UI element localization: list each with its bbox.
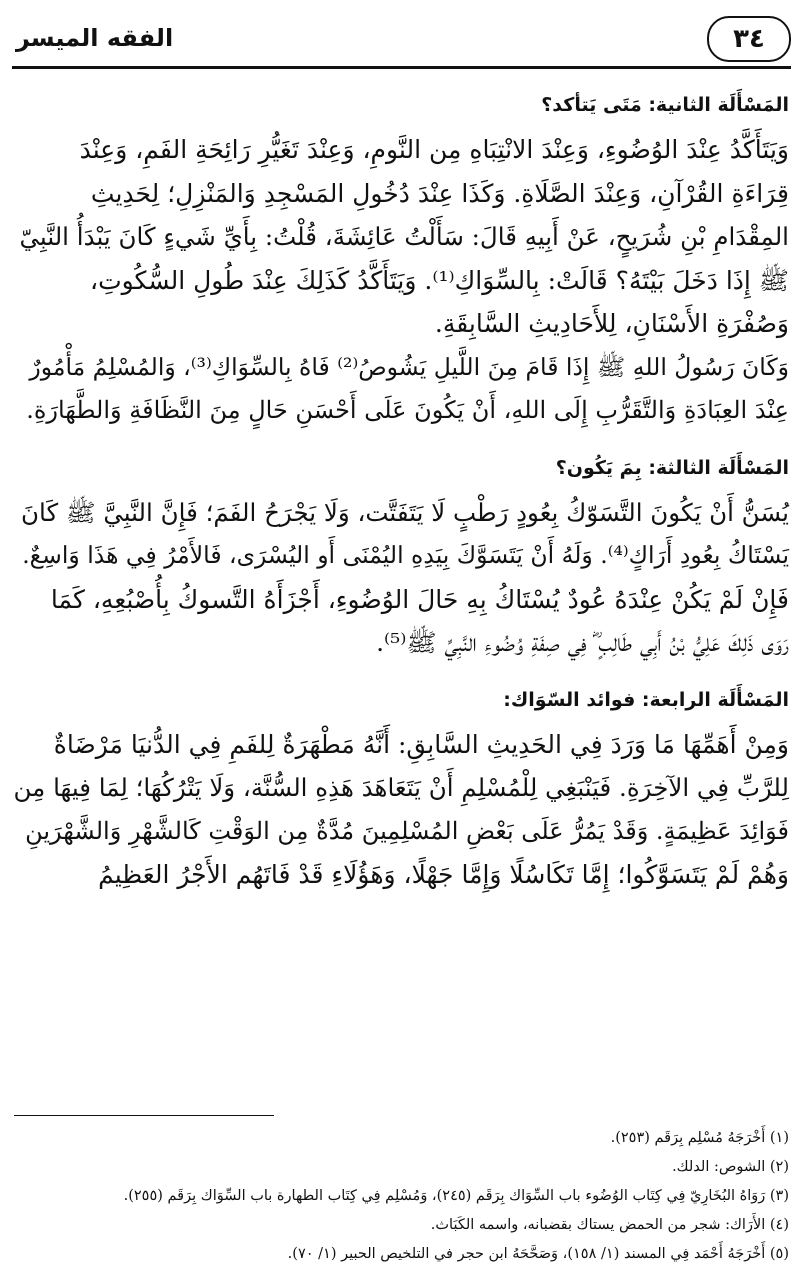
paragraph	[14, 723, 789, 897]
text-line: المِقْدَامِ بْنِ شُرَيحٍ، عَنْ أَبِيهِ قَالَ: سَأَلْتُ عَائِشَةَ، قُلْتُ: بِأَيِّ شَيءٍ كَانَ يَبْدَأُ النَّبِيّ	[19, 222, 789, 251]
footnote-rule	[14, 1115, 274, 1116]
page-body	[14, 82, 789, 897]
paragraph	[14, 346, 789, 433]
text-line: فَوَائِدَ عَظِيمَةٍ. وَقَدْ يَمُرُّ عَلَى بَعْضِ المُسْلِمِينَ مُدَّةٌ مِن الوَقْتِ كَالشَّهْرِ وَالشَّهْرَينِ	[25, 816, 789, 845]
section-heading: المَسْأَلَة الثالثة: بِمَ يَكُون؟	[555, 456, 789, 479]
paragraph	[14, 491, 789, 578]
text-line: ﷺ إِذَا دَخَلَ بَيْتَهُ؟ قَالَتْ: بِالسِّوَاكِ⁽¹⁾. وَيَتَأَكَّدُ كَذَلِكَ عِنْدَ طُولِ السُّكُوتِ،	[90, 265, 789, 295]
page-header	[12, 10, 791, 70]
text-line: رَوَى ذَلِكَ عَلِيُّ بْنُ أَبِي طَالِبٍ ؓ فِي صِفَةِ وُضُوءِ النَّبِيِّ ﷺ⁽⁵⁾.	[376, 628, 789, 657]
text-line: عِنْدَ العِبَادَةِ وَالتَّقَرُّبِ إِلَى اللهِ، أَنْ يَكُونَ عَلَى أَحْسَنِ حَالٍ مِنَ النَّظَافَةِ وَالطَّهَارَةِ.	[26, 396, 789, 424]
text-line: يُسَنُّ أَنْ يَكُونَ التَّسَوّكُ بِعُودٍ رَطْبٍ لَا يَتَفَتَّت، وَلَا يَجْرَحُ الفَمَ؛ فَإِنَّ النَّبِيَّ ﷺ كَانَ	[21, 497, 789, 527]
page-number: ٣٤	[707, 16, 791, 62]
section-heading: المَسْأَلَة الرابعة: فوائد السّوَاك:	[503, 688, 789, 711]
section-heading: المَسْأَلَة الثانية: مَتَى يَتأكد؟	[541, 94, 789, 116]
paragraph	[14, 578, 789, 665]
text-line: فَإِنْ لَمْ يَكُنْ عِنْدَهُ عُودٌ يُسْتَاكُ بِهِ حَالَ الوُضُوءِ، أَجْزَأَهُ التَّسوكُ بِأُصْبُعِهِ، كَمَا	[50, 584, 789, 614]
text-line: يَسْتَاكُ بِعُودِ أَرَاكٍ⁽⁴⁾. وَلَهُ أَنْ يَتَسَوَّكَ بِيَدِهِ اليُمْنَى أَو اليُسْرَى، فَالأَمْرُ فِي هَذَا وَاسِعٌ.	[22, 541, 789, 569]
text-line: لِلرَّبِّ فِي الآخِرَةِ. فَيَنْبَغِي لِلْمُسْلِمِ أَنْ يَتَعَاهَدَ هَذِهِ السُّنَّة، وَلَا يَتْرُكُهَا؛ لِمَا فِيهَا مِن	[13, 773, 789, 802]
header-rule	[12, 66, 791, 69]
footnote: (١) أَخْرَجَهُ مُسْلِم بِرَقَم (٢٥٣).	[610, 1130, 789, 1146]
text-line: وَصُفْرَةِ الأَسْنَانِ، لِلأَحَادِيثِ السَّابِقَةِ.	[434, 309, 789, 338]
text-line: قِرَاءَةِ القُرْآنِ، وَعِنْدَ الصَّلَاةِ. وَكَذَا عِنْدَ دُخُولِ المَسْجِدِ وَالمَنْزِلِ؛ لِحَدِيثِ	[90, 178, 789, 208]
text-line: وَيَتَأَكَّدُ عِنْدَ الوُضُوءِ، وَعِنْدَ الانْتِبَاهِ مِن النَّومِ، وَعِنْدَ تَغَيُّرِ رَائِحَةِ الفَمِ، وَعِنْدَ	[79, 135, 789, 164]
footnote: (٣) رَوَاهُ البُخَارِيّ فِي كِتَاب الوُضُوء باب السِّوَاك بِرَقَم (٢٤٥)، وَمُسْلِم فِي كِتَاب الطهارة باب السِّوَاك بِرَقَم (٢٥٥).	[123, 1188, 789, 1204]
running-title: الفقه الميسر	[16, 24, 174, 52]
text-line: وَكَانَ رَسُولُ اللهِ ﷺ إِذَا قَامَ مِنَ اللَّيلِ يَشُوصُ⁽²⁾ فَاهُ بِالسِّوَاكِ⁽³⁾، وَالمُسْلِمُ مَأْمُورٌ	[29, 352, 789, 381]
footnote: (٢) الشوص: الدلك.	[672, 1159, 789, 1175]
footnote: (٥) أَخْرَجَهُ أَحْمَد فِي المسند (١/ ١٥٨)، وَصَحَّحَهُ ابن حجر في التلخيص الحبير (١/ ٧٠).	[287, 1246, 789, 1262]
footnotes	[14, 1124, 789, 1269]
footnote: (٤) الأَرَاك: شجر من الحمض يستاك بقضبانه، واسمه الكَبَاث.	[430, 1217, 789, 1233]
paragraph	[14, 128, 789, 346]
text-line: وَمِنْ أَهَمِّهَا مَا وَرَدَ فِي الحَدِيثِ السَّابِقِ: أَنَّهُ مَطْهَرَةٌ لِلفَمِ فِي الدُّنيَا مَرْضَاةٌ	[53, 729, 789, 759]
text-line: وَهُمْ لَمْ يَتَسَوَّكُوا؛ إِمَّا تَكَاسُلًا وَإِمَّا جَهْلًا، وَهَؤُلَاءِ قَدْ فَاتَهُم الأَجْرُ العَظِيمُ	[98, 860, 789, 889]
